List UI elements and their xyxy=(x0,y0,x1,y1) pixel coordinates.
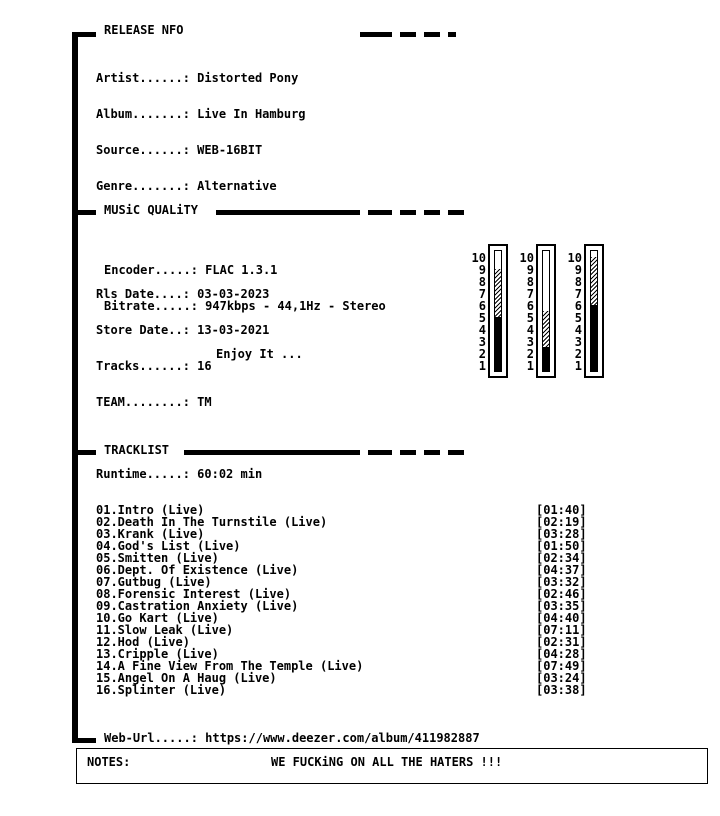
level-meter-1 xyxy=(470,244,524,380)
notes-text: WE FUCKiNG ON ALL THE HATERS !!! xyxy=(271,755,503,769)
meter-fill xyxy=(543,347,549,371)
track-duration: [02:31] xyxy=(536,635,587,649)
track-duration: [01:50] xyxy=(536,539,587,553)
track-title: 10.Go Kart (Live) xyxy=(96,611,219,625)
track-duration: [04:28] xyxy=(536,647,587,661)
spacer-line xyxy=(96,216,306,228)
meter-scale: 10 9 8 7 6 5 4 3 2 1 xyxy=(471,251,486,373)
track-title: 07.Gutbug (Live) xyxy=(96,575,212,589)
level-meter-3 xyxy=(566,244,620,380)
track-duration: [03:24] xyxy=(536,671,587,685)
track-duration: [04:37] xyxy=(536,563,587,577)
frame-left-bar xyxy=(72,32,78,742)
release-date-line: Rls Date....: 03-03-2023 xyxy=(96,287,270,301)
runtime-line: Runtime.....: 60:02 min xyxy=(96,467,263,481)
artist-line: Artist......: Distorted Pony xyxy=(96,71,299,85)
track-duration: [03:28] xyxy=(536,527,587,541)
meter-fill xyxy=(495,317,501,371)
track-duration: [03:38] xyxy=(536,683,587,697)
encoder-line: Encoder.....: FLAC 1.3.1 xyxy=(104,263,278,277)
frame-top-stub xyxy=(72,32,96,37)
tracklist-heading: TRACKLIST xyxy=(98,444,175,456)
meter-fill xyxy=(591,305,597,371)
web-url-line: Web-Url.....: https://www.deezer.com/album/411982887 xyxy=(104,731,480,745)
track-duration: [01:40] xyxy=(536,503,587,517)
bitrate-line: Bitrate.....: 947kbps - 44,1Hz - Stereo xyxy=(104,299,386,313)
enjoy-line: Enjoy It ... xyxy=(216,347,303,361)
notes-box xyxy=(76,748,708,784)
track-duration: [03:35] xyxy=(536,599,587,613)
track-duration: [07:49] xyxy=(536,659,587,673)
meter-hatch xyxy=(495,269,501,317)
meter-hatch xyxy=(591,257,597,305)
album-line: Album.......: Live In Hamburg xyxy=(96,107,306,121)
track-title: 04.God's List (Live) xyxy=(96,539,241,553)
track-duration: [07:11] xyxy=(536,623,587,637)
meter-scale: 10 9 8 7 6 5 4 3 2 1 xyxy=(567,251,582,373)
meter-tube xyxy=(536,244,556,378)
frame-bottom-stub xyxy=(72,738,96,743)
source-line: Source......: WEB-16BIT xyxy=(96,143,263,157)
track-title: 11.Slow Leak (Live) xyxy=(96,623,234,637)
track-title: 01.Intro (Live) xyxy=(96,503,205,517)
track-title: 05.Smitten (Live) xyxy=(96,551,219,565)
track-duration: [04:40] xyxy=(536,611,587,625)
track-title: 14.A Fine View From The Temple (Live) xyxy=(96,659,364,673)
track-duration: [02:19] xyxy=(536,515,587,529)
meter-tube xyxy=(488,244,508,378)
music-quality-heading: MUSiC QUALiTY xyxy=(98,204,204,216)
track-title: 15.Angel On A Haug (Live) xyxy=(96,671,277,685)
track-title: 12.Hod (Live) xyxy=(96,635,190,649)
level-meter-2 xyxy=(518,244,572,380)
team-line: TEAM........: TM xyxy=(96,395,212,409)
track-title: 09.Castration Anxiety (Live) xyxy=(96,599,299,613)
track-duration: [02:46] xyxy=(536,587,587,601)
track-duration: [03:32] xyxy=(536,575,587,589)
track-duration: [02:34] xyxy=(536,551,587,565)
release-nfo-heading: RELEASE NFO xyxy=(96,24,189,36)
track-row xyxy=(96,684,596,696)
track-title: 03.Krank (Live) xyxy=(96,527,205,541)
notes-label: NOTES: xyxy=(87,755,131,769)
track-title: 08.Forensic Interest (Live) xyxy=(96,587,292,601)
meter-tube xyxy=(584,244,604,378)
tracks-count-line: Tracks......: 16 xyxy=(96,359,212,373)
track-title: 13.Cripple (Live) xyxy=(96,647,219,661)
track-title: 16.Splinter (Live) xyxy=(96,683,227,697)
meter-scale: 10 9 8 7 6 5 4 3 2 1 xyxy=(519,251,534,373)
genre-line: Genre.......: Alternative xyxy=(96,179,277,193)
store-date-line: Store Date..: 13-03-2021 xyxy=(96,323,270,337)
meter-hatch xyxy=(543,311,549,347)
track-title: 02.Death In The Turnstile (Live) xyxy=(96,515,328,529)
track-title: 06.Dept. Of Existence (Live) xyxy=(96,563,299,577)
